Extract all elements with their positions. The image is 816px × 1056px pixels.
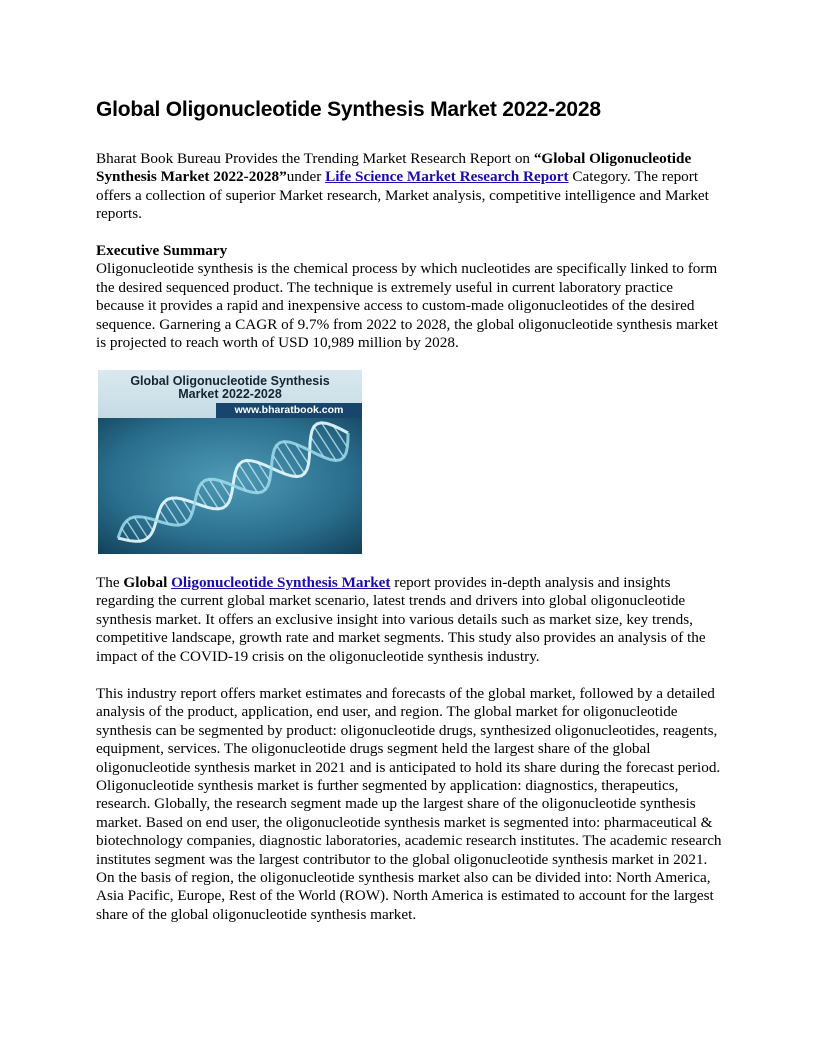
overview-text-1: The (96, 574, 124, 591)
overview-text-2: report provides in-depth analysis and insights regarding the current global market scenario, latest trends and drivers into global oligonucleotide synthesis market. It offers an exclusive insight into various details such as market size, key trends, competitive landscape, growth rate and market segments. This study also provides an analysis of the impact of the COVID-19 crisis on the oligonucleotide synthesis industry. (96, 574, 706, 665)
oligonucleotide-market-link[interactable]: Oligonucleotide Synthesis Market (171, 574, 391, 591)
intro-text-3: Category. The report offers a collection of superior Market research, Market analysis, competitive intelligence and Market reports. (96, 168, 709, 223)
cover-header (98, 370, 362, 418)
cover-url: www.bharatbook.com (216, 403, 362, 418)
segmentation-paragraph: This industry report offers market estimates and forecasts of the global market, followed by a detailed analysis of the product, application, end user, and region. The global market for oligonucleotide synthesis can be segmented by product: oligonucleotide drugs, synthesized oligonucleotides, reagents, equipment, services. The oligonucleotide drugs segment held the largest share of the global oligonucleotide synthesis market in 2021 and is anticipated to hold its share during the forecast period. Oligonucleotide synthesis market is further segmented by application: diagnostics, therapeutics, research. Globally, the research segment made up the largest share of the oligonucleotide synthesis market. Based on end user, the oligonucleotide synthesis market is segmented into: pharmaceutical & biotechnology companies, diagnostic laboratories, academic research institutes. The academic research institutes segment was the largest contributor to the global oligonucleotide synthesis market in 2021. On the basis of region, the oligonucleotide synthesis market also can be divided into: North America, Asia Pacific, Europe, Rest of the World (ROW). North America is estimated to account for the largest share of the global oligonucleotide synthesis market. (96, 685, 722, 923)
report-name: “Global Oligonucleotide Synthesis Market 2022-2028” (96, 150, 692, 186)
intro-text-2: under (286, 168, 326, 186)
overview-bold-global: Global (123, 574, 168, 591)
cover-title-line-2: Market 2022-2028 (178, 387, 282, 401)
executive-summary-heading: Executive Summary (96, 242, 228, 259)
life-science-category-link[interactable]: Life Science Market Research Report (325, 168, 569, 186)
document-title: Global Oligonucleotide Synthesis Market 2022-2028 (96, 98, 601, 121)
executive-summary (96, 242, 724, 352)
report-cover-image (98, 370, 362, 554)
executive-summary-body: Oligonucleotide synthesis is the chemical process by which nucleotides are specifically linked to form the desired sequenced product. The technique is extremely useful in current laboratory practice because it provides a rapid and inexpensive access to custom-made oligonucleotides of the desired sequence. Garnering a CAGR of 9.7% from 2022 to 2028, the global oligonucleotide synthesis market is projected to reach worth of USD 10,989 million by 2028. (96, 260, 719, 352)
cover-title-line-1: Global Oligonucleotide Synthesis (130, 374, 330, 388)
intro-paragraph (96, 150, 724, 224)
intro-text-1: Bharat Book Bureau Provides the Trending Market Research Report on (96, 150, 534, 167)
dna-helix-image (98, 418, 362, 554)
overview-paragraph (96, 574, 724, 666)
